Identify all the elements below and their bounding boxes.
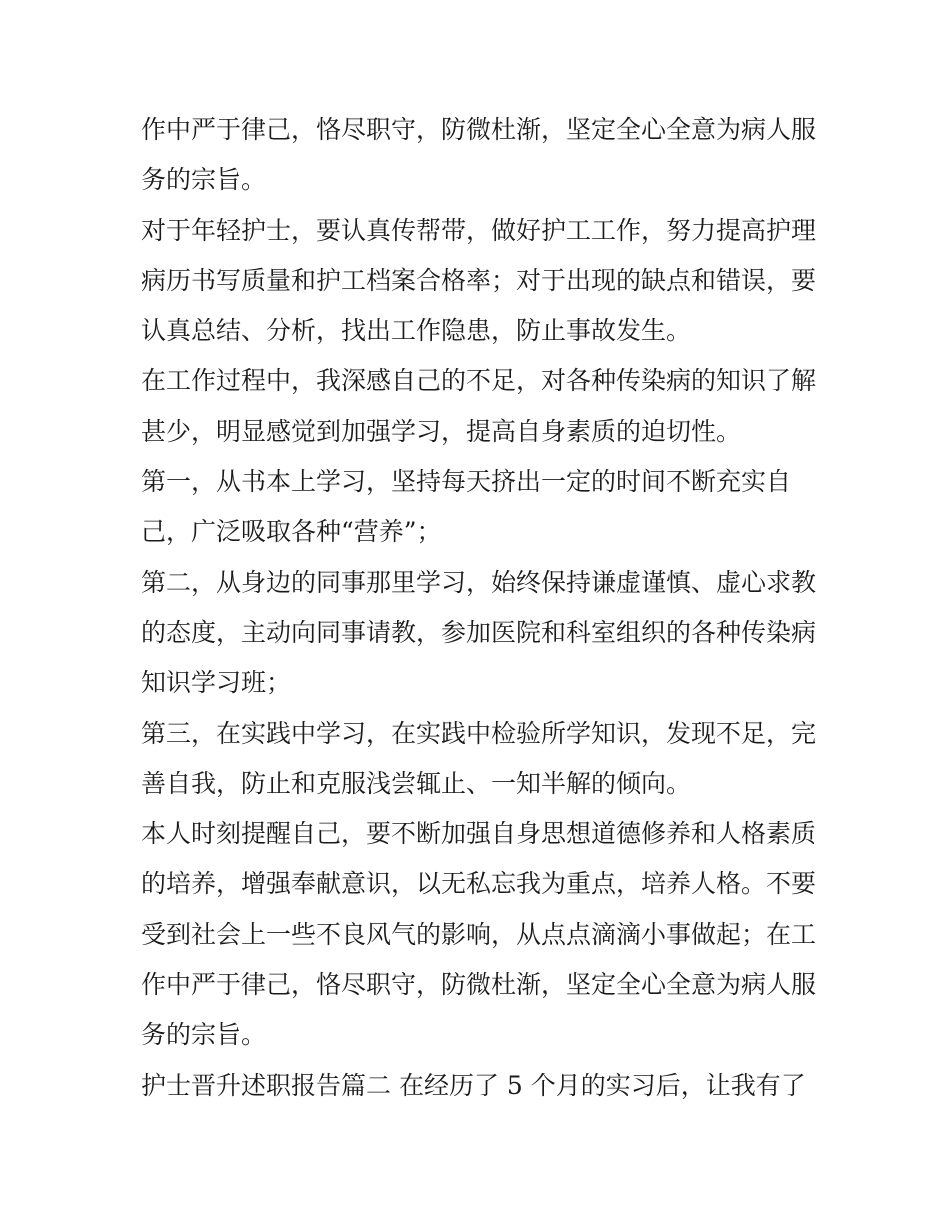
text-line: 护士晋升述职报告篇二 在经历了 5 个月的实习后，让我有了: [141, 1070, 806, 1100]
text-line: 第一，从书本上学习，坚持每天挤出一定的时间不断充实自: [141, 467, 792, 497]
text-line: 的培养，增强奉献意识，以无私忘我为重点，培养人格。不要: [141, 869, 817, 899]
text-line: 己，广泛吸取各种“营养”；: [141, 517, 442, 547]
text-line: 作中严于律己，恪尽职守，防微杜渐，坚定全心全意为病人服: [141, 115, 817, 144]
text-line: 务的宗旨。: [141, 165, 267, 195]
text-line: 对于年轻护士，要认真传帮带，做好护工工作，努力提高护理: [141, 215, 817, 245]
text-line: 病历书写质量和护工档案合格率；对于出现的缺点和错误，要: [141, 265, 817, 295]
text-line: 作中严于律己，恪尽职守，防微杜渐，坚定全心全意为病人服: [141, 970, 817, 1000]
text-line: 第三，在实践中学习，在实践中检验所学知识，发现不足，完: [141, 718, 817, 748]
text-line: 认真总结、分析，找出工作隐患，防止事故发生。: [141, 316, 692, 346]
text-line: 务的宗旨。: [141, 1020, 267, 1050]
text-line: 本人时刻提醒自己，要不断加强自身思想道德修养和人格素质: [141, 819, 817, 849]
text-line: 的态度，主动向同事请教，参加医院和科室组织的各种传染病: [141, 617, 817, 647]
text-line: 知识学习班；: [141, 668, 292, 698]
text-line: 甚少，明显感觉到加强学习，提高自身素质的迫切性。: [141, 416, 742, 446]
text-line: 第二，从身边的同事那里学习，始终保持谦虚谨慎、虚心求教: [141, 567, 817, 597]
text-line: 受到社会上一些不良风气的影响，从点点滴滴小事做起；在工: [141, 919, 817, 949]
text-line: 在工作过程中，我深感自己的不足，对各种传染病的知识了解: [141, 366, 817, 396]
document-body: [141, 105, 821, 1111]
text-line: 善自我，防止和克服浅尝辄止、一知半解的倾向。: [141, 768, 692, 798]
